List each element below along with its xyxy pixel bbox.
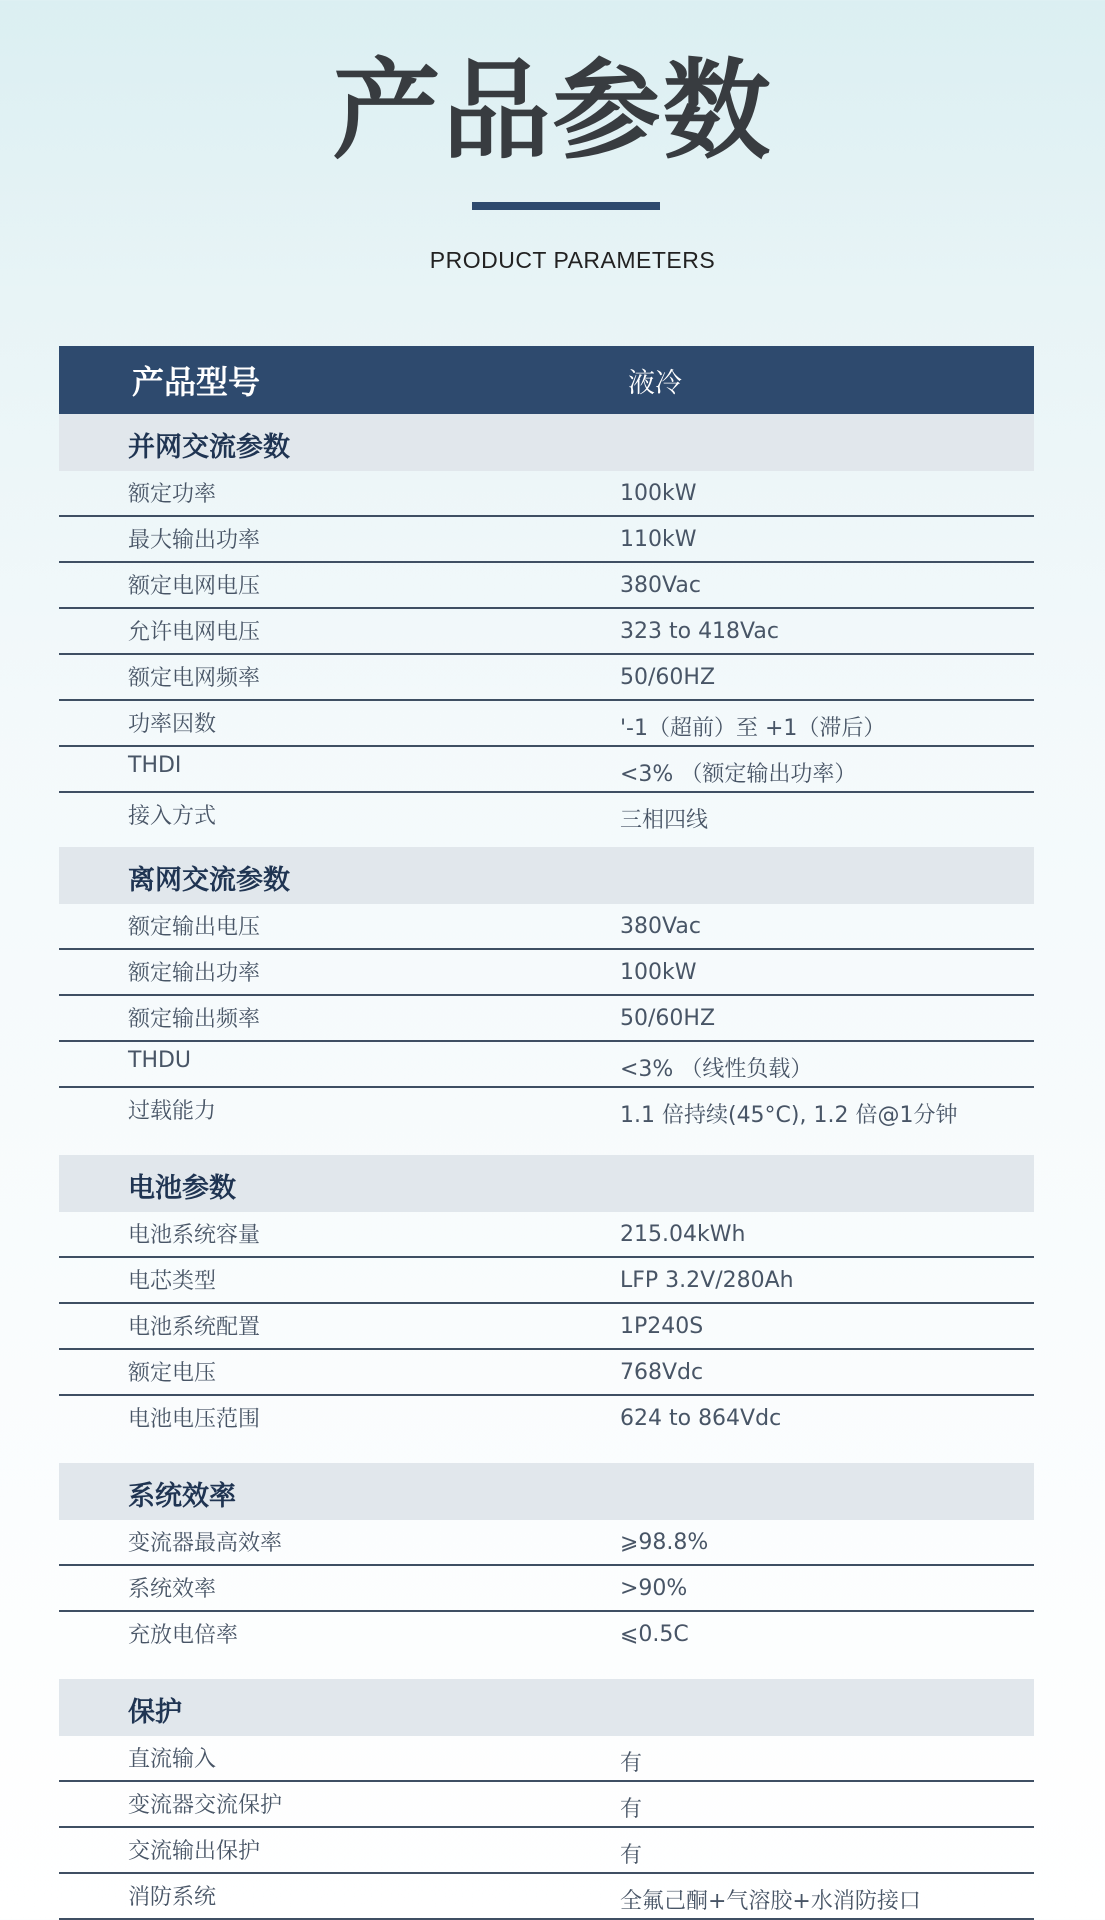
- param-label: 功率因数: [128, 712, 217, 737]
- table-row: [59, 517, 1034, 563]
- table-row: [59, 701, 1034, 747]
- param-label: 额定电压: [128, 1361, 217, 1386]
- table-row: [59, 1736, 1034, 1782]
- param-value: '-1（超前）至 +1（滞后）: [620, 716, 886, 741]
- param-value: 100kW: [620, 481, 697, 506]
- table-row: [59, 1782, 1034, 1828]
- table-row: [59, 950, 1034, 996]
- param-value: ⩾98.8%: [620, 1530, 709, 1555]
- param-value: 768Vdc: [620, 1360, 704, 1385]
- page-title: 产品参数: [332, 49, 773, 174]
- table-row: [59, 471, 1034, 517]
- param-value: 100kW: [620, 960, 697, 985]
- param-label: 电池电压范围: [128, 1407, 261, 1432]
- section-header: [59, 1155, 1034, 1212]
- param-label: 额定输出电压: [128, 915, 261, 940]
- section-title: 并网交流参数: [128, 432, 290, 463]
- table-row: [59, 793, 1034, 837]
- param-label: 接入方式: [128, 804, 217, 829]
- section-header: [59, 847, 1034, 904]
- param-label: 额定电网电压: [128, 574, 261, 599]
- table-row: [59, 747, 1034, 793]
- param-label: 电芯类型: [128, 1269, 217, 1294]
- param-value: ⩽0.5C: [620, 1622, 689, 1647]
- table-row: [59, 1350, 1034, 1396]
- param-label: 充放电倍率: [128, 1623, 239, 1648]
- section-header: [59, 1463, 1034, 1520]
- table-row: [59, 1258, 1034, 1304]
- page-subtitle: PRODUCT PARAMETERS: [429, 247, 716, 273]
- section-gap: [59, 1132, 1034, 1155]
- param-label: 额定输出频率: [128, 1007, 261, 1032]
- param-value: 三相四线: [620, 808, 709, 833]
- section-header: [59, 1679, 1034, 1736]
- table-header-label: 产品型号: [132, 363, 261, 401]
- param-value: <3% （线性负载）: [620, 1057, 813, 1082]
- table-row: [59, 1874, 1034, 1920]
- param-label: 交流输出保护: [128, 1839, 261, 1864]
- table-header: [59, 346, 1034, 414]
- section-gap: [59, 1656, 1034, 1679]
- table-row: [59, 1396, 1034, 1440]
- parameters-table: [59, 346, 1034, 1920]
- param-value: 1P240S: [620, 1314, 704, 1339]
- section-title: 离网交流参数: [128, 865, 290, 896]
- param-value: 1.1 倍持续(45°C), 1.2 倍@1分钟: [620, 1103, 958, 1128]
- section-header: [59, 414, 1034, 471]
- section-gap: [59, 1440, 1034, 1463]
- table-row: [59, 904, 1034, 950]
- param-value: 全氟己酮+气溶胶+水消防接口: [620, 1889, 921, 1914]
- param-value: 有: [620, 1797, 643, 1822]
- table-header-value: 液冷: [628, 367, 682, 399]
- table-row: [59, 1520, 1034, 1566]
- param-value: 215.04kWh: [620, 1222, 746, 1247]
- param-label: 电池系统配置: [128, 1315, 261, 1340]
- param-label: 系统效率: [128, 1577, 217, 1602]
- param-label: 额定电网频率: [128, 666, 261, 691]
- table-row: [59, 1304, 1034, 1350]
- param-value: >90%: [620, 1576, 688, 1601]
- section-title: 系统效率: [128, 1481, 236, 1512]
- param-label: 变流器最高效率: [128, 1531, 283, 1556]
- param-label: 允许电网电压: [128, 620, 261, 645]
- param-label: THDU: [128, 1048, 192, 1073]
- table-row: [59, 1612, 1034, 1656]
- table-row: [59, 1566, 1034, 1612]
- table-row: [59, 563, 1034, 609]
- table-row: [59, 655, 1034, 701]
- param-label: 额定输出功率: [128, 961, 261, 986]
- param-label: 额定功率: [128, 482, 217, 507]
- param-label: 过载能力: [128, 1099, 217, 1124]
- param-label: 电池系统容量: [128, 1223, 261, 1248]
- table-row: [59, 1828, 1034, 1874]
- param-value: 有: [620, 1751, 643, 1776]
- param-value: 323 to 418Vac: [620, 619, 779, 644]
- section-title: 电池参数: [128, 1173, 236, 1204]
- table-row: [59, 996, 1034, 1042]
- param-value: 50/60HZ: [620, 1006, 716, 1031]
- param-value: <3% （额定输出功率）: [620, 762, 857, 787]
- table-row: [59, 1042, 1034, 1088]
- param-label: THDI: [128, 753, 182, 778]
- table-row: [59, 1212, 1034, 1258]
- param-label: 直流输入: [128, 1747, 217, 1772]
- title-underline: [472, 202, 660, 210]
- section-gap: [59, 837, 1034, 847]
- param-label: 变流器交流保护: [128, 1793, 283, 1818]
- param-value: 110kW: [620, 527, 697, 552]
- param-value: 有: [620, 1843, 643, 1868]
- param-value: 624 to 864Vdc: [620, 1406, 782, 1431]
- param-value: 380Vac: [620, 573, 701, 598]
- param-value: LFP 3.2V/280Ah: [620, 1268, 794, 1293]
- param-value: 50/60HZ: [620, 665, 716, 690]
- table-row: [59, 1088, 1034, 1132]
- param-label: 消防系统: [128, 1885, 217, 1910]
- section-title: 保护: [128, 1697, 182, 1728]
- param-value: 380Vac: [620, 914, 701, 939]
- param-label: 最大输出功率: [128, 528, 261, 553]
- table-row: [59, 609, 1034, 655]
